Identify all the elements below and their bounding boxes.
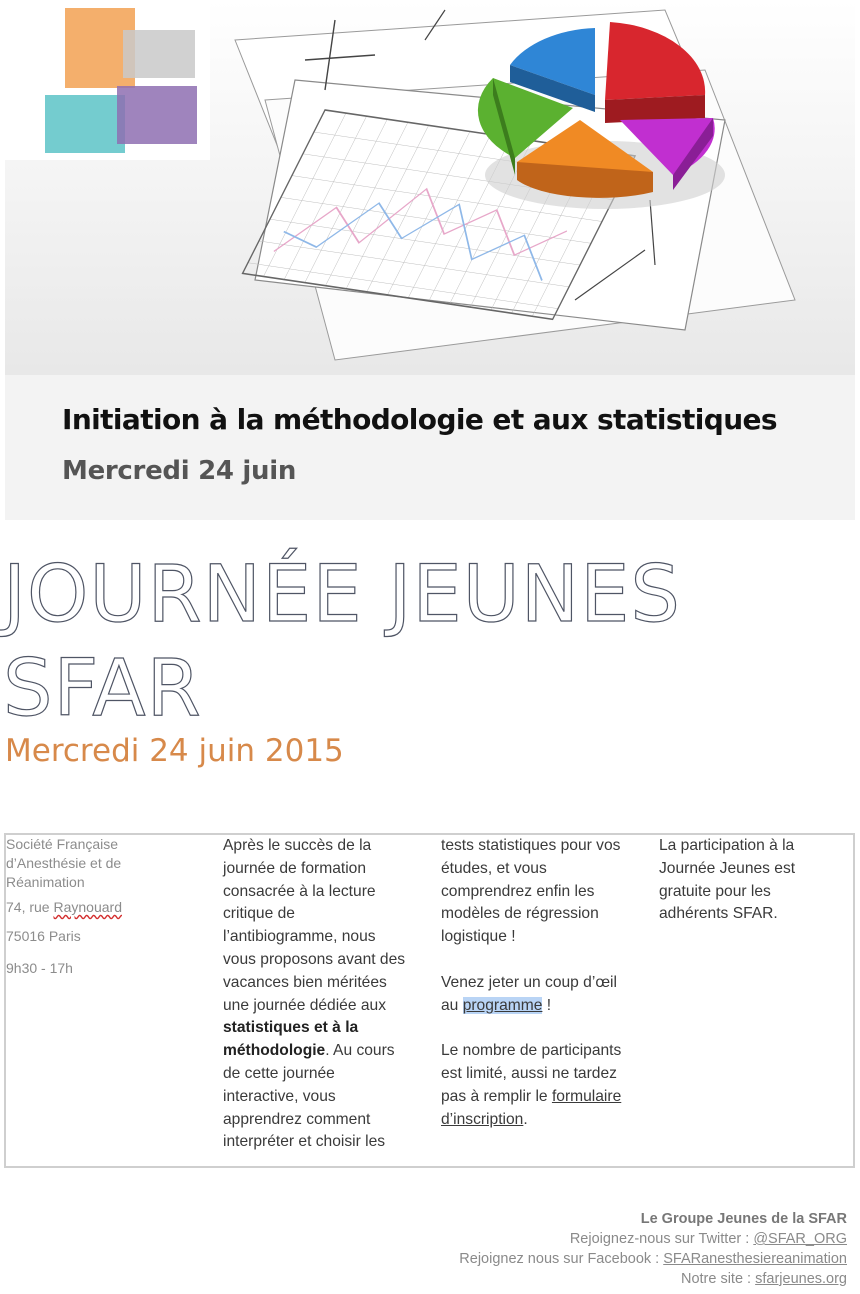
statistics-illustration xyxy=(5,0,855,375)
intro-line: interpréter et choisir les xyxy=(223,1133,386,1151)
details-line: logistique ! xyxy=(441,928,516,946)
intro-line: critique de xyxy=(223,905,295,923)
intro-line: vacances bien méritées xyxy=(223,973,387,991)
footer-site: Notre site : sfarjeunes.org xyxy=(680,1271,847,1287)
participation-line: La participation à la xyxy=(659,837,795,854)
programme-line: Venez jeter un coup d’œil xyxy=(441,973,617,991)
form-line: d’inscription. xyxy=(441,1110,528,1128)
intro-line: Après le succès de la xyxy=(223,837,372,854)
details-column xyxy=(441,835,646,1131)
intro-line: une journée dédiée aux xyxy=(223,996,387,1014)
limit-line: est limité, aussi ne tardez xyxy=(441,1064,617,1082)
street-name: Raynouard xyxy=(53,899,122,915)
facebook-link[interactable]: SFARanesthesiereanimation xyxy=(663,1251,847,1267)
event-title-line-1: JOURNÉE JEUNES xyxy=(3,550,681,640)
registration-form-link-cont[interactable]: d’inscription xyxy=(441,1110,524,1128)
participation-line: Journée Jeunes est xyxy=(659,859,796,877)
header-banner xyxy=(5,0,855,520)
city: 75016 Paris xyxy=(6,928,81,944)
hours: 9h30 - 17h xyxy=(6,960,73,976)
registration-form-link[interactable]: formulaire xyxy=(551,1087,622,1105)
organization-name: Société Française d’Anesthésie et de Réanimation xyxy=(6,836,122,890)
banner-subtitle: Mercredi 24 juin xyxy=(62,456,297,486)
intro-line: journée de formation xyxy=(223,859,367,877)
limit-line: Le nombre de participants xyxy=(441,1042,622,1060)
info-table xyxy=(4,833,855,1168)
footer xyxy=(459,1209,847,1289)
programme-link[interactable]: programme xyxy=(462,996,543,1014)
intro-line: l’antibiogramme, nous xyxy=(223,928,376,946)
event-title-line-2: SFAR xyxy=(3,644,202,734)
footer-twitter: Rejoignez-nous sur Twitter : @SFAR_ORG xyxy=(569,1231,847,1247)
participation-line: adhérents SFAR. xyxy=(659,905,778,923)
footer-facebook: Rejoignez nous sur Facebook : SFARanesthesiereanimation xyxy=(459,1251,847,1267)
twitter-link[interactable]: @SFAR_ORG xyxy=(753,1231,847,1247)
details-line: comprendrez enfin les xyxy=(441,882,595,900)
address-column xyxy=(6,835,206,984)
intro-line: interactive, vous xyxy=(223,1087,336,1105)
sfar-logo xyxy=(5,0,210,160)
footer-group-name: Le Groupe Jeunes de la SFAR xyxy=(640,1211,847,1227)
participation-line: gratuite pour les xyxy=(659,882,771,900)
participation-column xyxy=(659,835,849,926)
event-date: Mercredi 24 juin 2015 xyxy=(5,733,344,769)
site-link[interactable]: sfarjeunes.org xyxy=(755,1271,847,1287)
intro-bold-line: méthodologie. Au cours xyxy=(223,1042,395,1060)
programme-line: au programme ! xyxy=(441,996,552,1014)
street-address: 74, rue Raynouard xyxy=(6,899,122,915)
event-title xyxy=(3,548,763,736)
details-line: tests statistiques pour vos xyxy=(441,837,621,854)
intro-bold-line: statistiques et à la xyxy=(223,1019,359,1037)
intro-column xyxy=(223,835,423,1154)
banner-title: Initiation à la méthodologie et aux statistiques xyxy=(62,403,777,436)
intro-line: de cette journée xyxy=(223,1064,335,1082)
intro-line: consacrée à la lecture xyxy=(223,882,376,900)
form-line: pas à remplir le formulaire xyxy=(441,1087,622,1105)
intro-line: apprendrez comment xyxy=(223,1110,371,1128)
details-line: modèles de régression xyxy=(441,905,599,923)
intro-line: vous proposons avant des xyxy=(223,950,406,968)
details-line: études, et vous xyxy=(441,859,547,877)
